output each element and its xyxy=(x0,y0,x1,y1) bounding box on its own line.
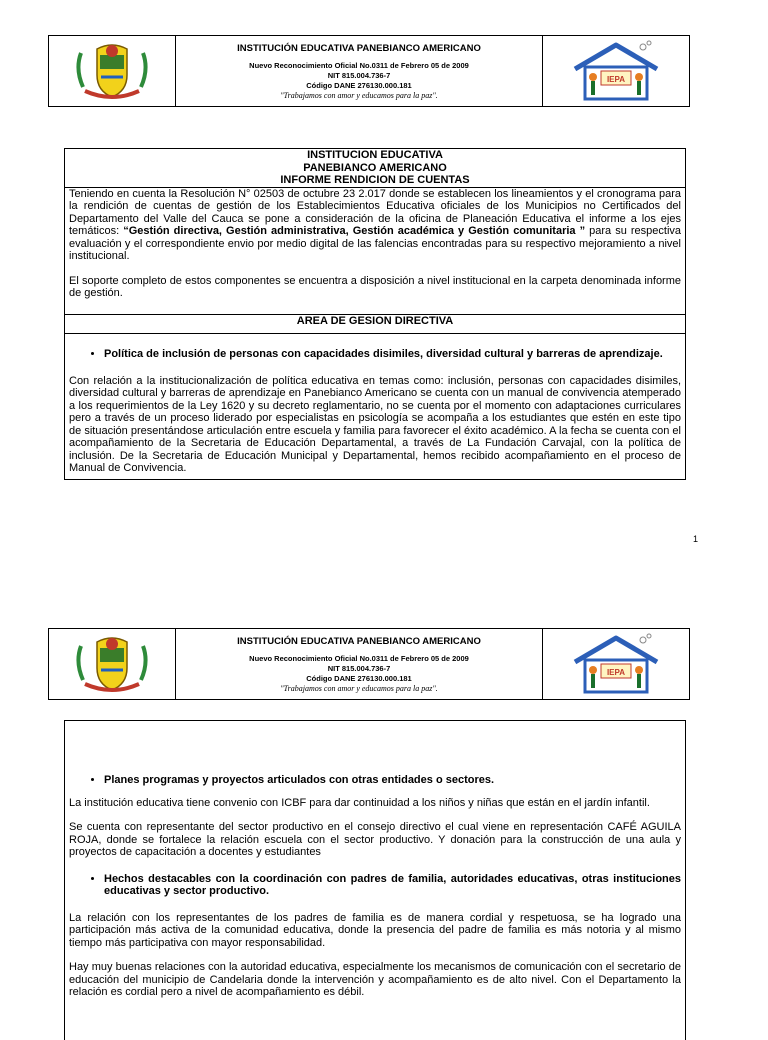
bullet-plans-programs: • Planes programas y proyectos articulados con otras entidades o sectores. xyxy=(104,774,681,787)
section-cell xyxy=(65,334,685,479)
header-text-block xyxy=(176,629,542,699)
icbf-paragraph: La institución educativa tiene convenio con ICBF para dar continuidad a los niños y niñas que están en el jardín infantil. xyxy=(69,796,650,809)
dane-code-line: Código DANE 276130.000.181 xyxy=(306,81,412,90)
report-title-cell xyxy=(65,149,685,188)
school-house-logo xyxy=(542,629,689,699)
report-title-1: INSTITUCION EDUCATIVA xyxy=(307,149,443,161)
recognition-line: Nuevo Reconocimiento Oficial No.0311 de Febrero 05 de 2009 xyxy=(249,61,469,70)
bullet-inclusion-policy: • Política de inclusión de personas con capacidades disimiles, diversidad cultural y barreras de aprendizaje. xyxy=(104,348,681,361)
institution-name: INSTITUCIÓN EDUCATIVA PANEBIANCO AMERICANO xyxy=(237,636,481,647)
report-title-3: INFORME RENDICION DE CUENTAS xyxy=(280,174,470,186)
area-heading: AREA DE GESION DIRECTIVA xyxy=(65,315,685,335)
coat-of-arms-logo xyxy=(49,629,176,699)
logo-text: IEPA xyxy=(606,668,626,677)
school-house-logo xyxy=(542,36,689,106)
page-number: 1 xyxy=(693,534,699,544)
bullet-list xyxy=(69,774,681,787)
report-title-2: PANEBIANCO AMERICANO xyxy=(303,161,447,174)
motto: "Trabajamos con amor y educamos para la paz". xyxy=(280,684,438,693)
intro-paragraph: Teniendo en cuenta la Resolución N° 02503 de octubre 23 2.017 donde se establecen los lineamientos y el cronograma para la rendición de cuentas de gestión de los Establecimientos Educativa oficiales de los Municipios no Certificados del Departamento del Valle del Cauca se pone a consideración de la oficina de Planeación Educativa el informe a los ejes temáticos: “Gestión directiva, Gestión administrativa, Gestión académica y Gestión comunitaria ” para su respectiva evaluación y el correspondiente envio por medio digital de las falencias encontradas para su respectivo mejoramiento a nivel institucional. xyxy=(69,187,682,262)
productive-sector-paragraph: Se cuenta con representante del sector productivo en el consejo directivo el cual viene en representación CAFÉ AGUILA ROJA, donde se fortalece la relación escuela con el sector productivo. Y donación para la construcción de una aula y proyectos de capacitación a docentes y estudiantes xyxy=(69,821,681,858)
report-table xyxy=(64,148,686,480)
motto: "Trabajamos con amor y educamos para la paz". xyxy=(280,91,438,100)
institution-name: INSTITUCIÓN EDUCATIVA PANEBIANCO AMERICANO xyxy=(237,43,481,54)
logo-text: IEPA xyxy=(606,75,626,84)
bullet-coordination: • Hechos destacables con la coordinación con padres de familia, autoridades educativas, otras instituciones educativas y sector productivo. xyxy=(104,873,681,898)
nit-line: NIT 815.004.736-7 xyxy=(327,71,391,80)
page-header xyxy=(48,35,690,107)
authority-paragraph: Hay muy buenas relaciones con la autoridad educativa, especialmente los mecanismos de comunicación con el secretario de educación del municipio de Candelaria donde la intervención y acompañamiento es de alto nivel. Con el Departamento la relación es cordial pero a nivel de acompañamiento es débil. xyxy=(69,961,681,998)
nit-line: NIT 815.004.736-7 xyxy=(327,664,391,673)
page-header-2 xyxy=(48,628,690,700)
report-table-2 xyxy=(64,720,686,1040)
parents-paragraph: La relación con los representantes de los padres de familia es de manera cordial y respetuosa, se ha logrado una participación más activa de la comunidad educativa, donde la presencia del padre de familia es más notoria y al mismo tiempo más participativa con mayor responsabilidad. xyxy=(69,911,681,949)
recognition-line: Nuevo Reconocimiento Oficial No.0311 de Febrero 05 de 2009 xyxy=(249,654,469,663)
bullet-list xyxy=(69,873,681,898)
header-text-block xyxy=(176,36,542,106)
soporte-paragraph: El soporte completo de estos componentes se encuentra a disposición a nivel institucional en la carpeta denominada informe de gestión. xyxy=(69,274,681,299)
dane-code-line: Código DANE 276130.000.181 xyxy=(306,674,412,683)
coat-of-arms-logo xyxy=(49,36,176,106)
intro-cell xyxy=(65,188,685,315)
bullet-list xyxy=(69,348,681,361)
inclusion-paragraph: Con relación a la institucionalización de política educativa en temas como: inclusión, personas con capacidades disimiles, diversidad cultural y barreras de aprendizaje en Panebianco Americano se cuenta con un manual de convivencia atemperado a los requerimientos de la Ley 1620 y su decreto reglamentario, no se cuenta por el momento con adaptaciones curriculares pero a través de un proceso liderado por especialistas en psicología se acompaña a los estudiantes que estén en este tipo de situación presentándose articulación entre escuela y familia para favorecer el éxito académico. A la fecha se cuenta con el acompañamiento de la Secretaria de Educación Departamental, a través de La Fundación Carvajal, con la política de inclusión. De la Secretaria de Educación Municipal y Departamental, hemos recibido acompañamiento en el proceso de Manual de Convivencia. xyxy=(69,374,681,474)
